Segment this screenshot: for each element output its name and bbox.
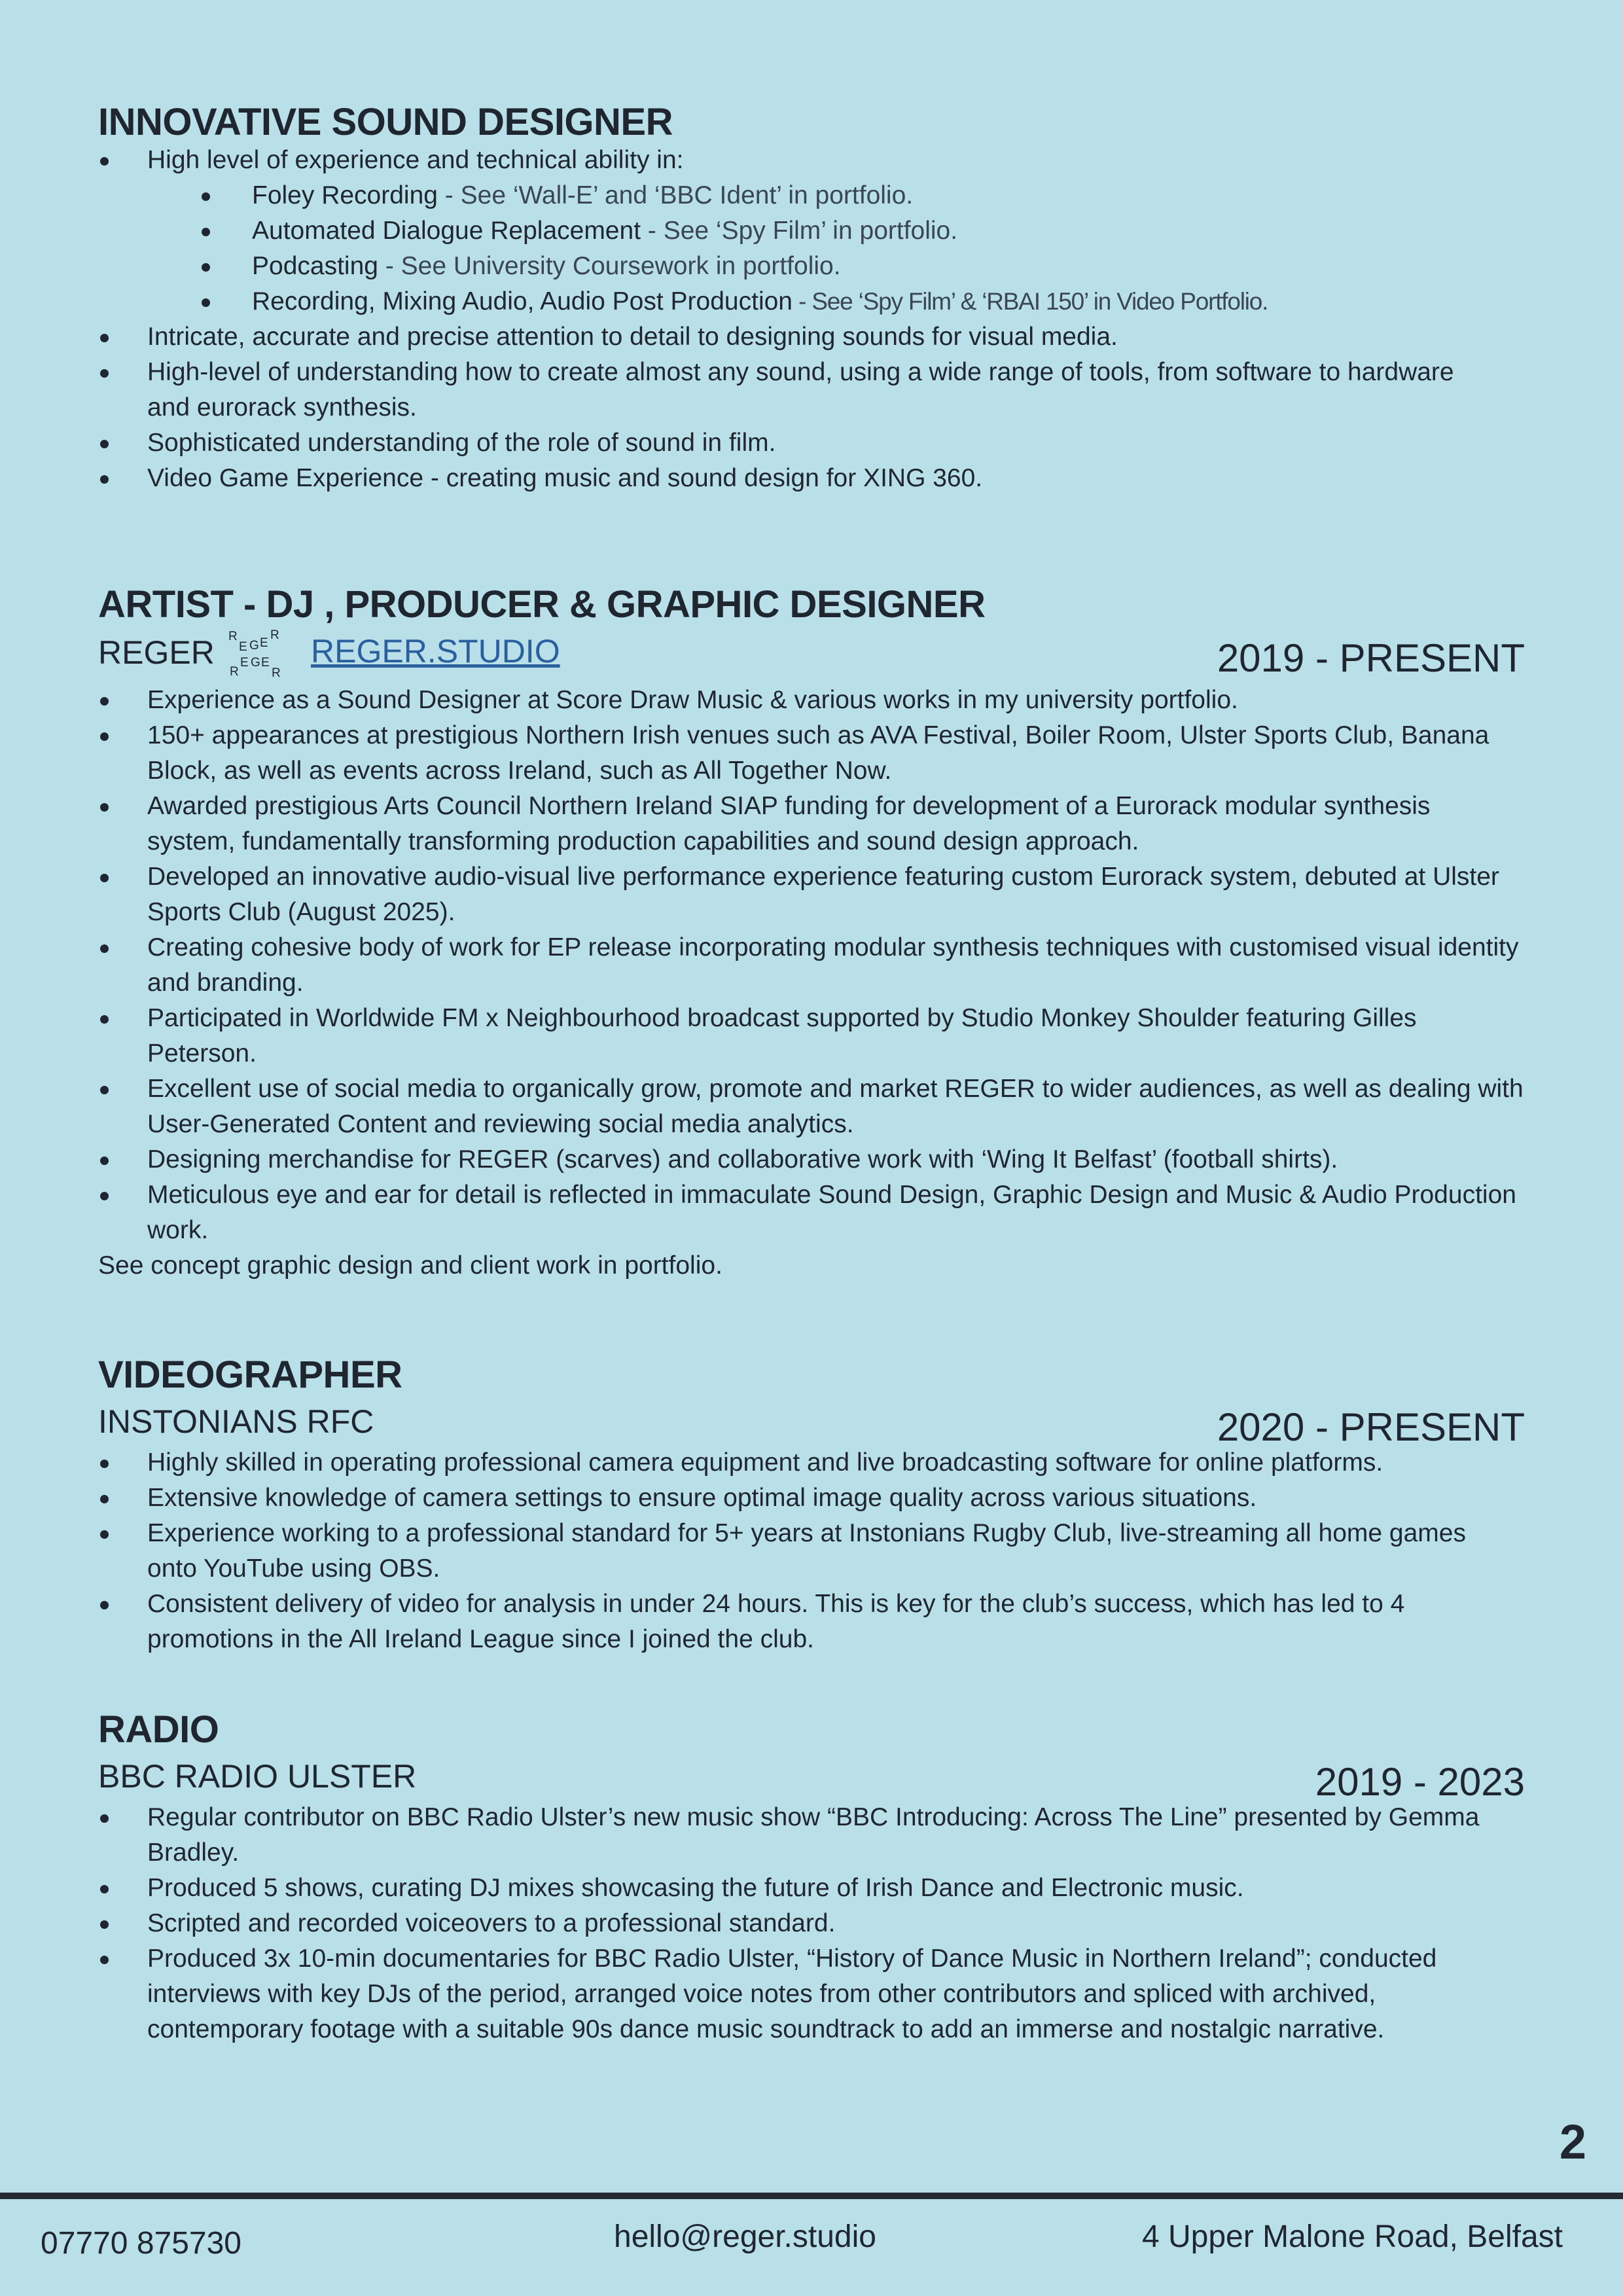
skill-item: Recording, Mixing Audio, Audio Post Production - See ‘Spy Film’ & ‘RBAI 150’ in Video Portfolio.: [98, 284, 1525, 319]
list-item: Excellent use of social media to organically grow, promote and market REGER to wider audiences, as well as dealing with User-Generated Content and reviewing social media analytics.: [98, 1071, 1525, 1142]
list-item: High-level of understanding how to create almost any sound, using a wide range of tools, from software to hardware and eurorack synthesis.: [98, 355, 1459, 425]
phone-number[interactable]: 07770 875730: [41, 2226, 241, 2261]
sound-bullet-list: [98, 143, 1525, 178]
organisation-name: INSTONIANS RFC: [98, 1403, 374, 1440]
skill-item: Automated Dialogue Replacement - See ‘Spy Film’ in portfolio.: [98, 213, 1525, 249]
date-range: 2019 - PRESENT: [1217, 636, 1525, 680]
page-number: 2: [1559, 2115, 1586, 2169]
role-line: [98, 1753, 1525, 1804]
sound-bullet-list: [98, 319, 1459, 496]
list-item: Experience as a Sound Designer at Score Draw Music & various works in my university portfolio.: [98, 683, 1525, 718]
list-item: Meticulous eye and ear for detail is reflected in immaculate Sound Design, Graphic Design and Music & Audio Production work.: [98, 1177, 1525, 1248]
list-item: Participated in Worldwide FM x Neighbourhood broadcast supported by Studio Monkey Shoulder featuring Gilles Peterson.: [98, 1001, 1525, 1071]
role-line: [98, 628, 1525, 680]
list-item: Intricate, accurate and precise attention to detail to designing sounds for visual media.: [98, 319, 1459, 355]
skill-item: Foley Recording - See ‘Wall-E’ and ‘BBC Ident’ in portfolio.: [98, 178, 1525, 213]
list-item: Experience working to a professional standard for 5+ years at Instonians Rugby Club, live-streaming all home games onto YouTube using OBS.: [98, 1516, 1492, 1587]
date-range: 2020 - PRESENT: [1217, 1405, 1525, 1449]
date-range: 2019 - 2023: [1315, 1760, 1525, 1804]
list-item: Extensive knowledge of camera settings to ensure optimal image quality across various situations.: [98, 1480, 1492, 1516]
list-item: Highly skilled in operating professional camera equipment and live broadcasting software for online platforms.: [98, 1445, 1492, 1480]
contact-footer: [0, 2219, 1623, 2271]
organisation-name: BBC RADIO ULSTER: [98, 1758, 417, 1795]
section-radio: [98, 1707, 1525, 2047]
list-item: Designing merchandise for REGER (scarves) and collaborative work with ‘Wing It Belfast’ (football shirts).: [98, 1142, 1525, 1177]
section-artist: [98, 582, 1525, 1283]
list-item: Video Game Experience - creating music and sound design for XING 360.: [98, 461, 1459, 496]
list-item: 150+ appearances at prestigious Northern Irish venues such as AVA Festival, Boiler Room, Ulster Sports Club, Banana Block, as well as events across Ireland, such as All Together Now.: [98, 718, 1525, 789]
section-heading: RADIO: [98, 1708, 219, 1751]
list-item: Sophisticated understanding of the role of sound in film.: [98, 425, 1459, 461]
organisation-name: REGER: [98, 634, 215, 671]
list-item: Developed an innovative audio-visual live performance experience featuring custom Eurorack system, debuted at Ulster Sports Club (August 2025).: [98, 859, 1525, 930]
studio-website-link[interactable]: REGER.STUDIO: [311, 633, 560, 670]
list-item: Produced 3x 10-min documentaries for BBC Radio Ulster, “History of Dance Music in Northern Ireland”; conducted interviews with key DJs of the period, arranged voice notes from other contributors and spliced with archived, contemporary footage with a suitable 90s dance music soundtrack to add an immerse and nostalgic narrative.: [98, 1941, 1492, 2047]
email-address[interactable]: hello@reger.studio: [614, 2219, 876, 2254]
list-item: Awarded prestigious Arts Council Northern Ireland SIAP funding for development of a Eurorack modular synthesis system, fundamentally transforming production capabilities and sound design approach.: [98, 789, 1525, 859]
skill-item: Podcasting - See University Coursework in portfolio.: [98, 249, 1525, 284]
list-item: Consistent delivery of video for analysis in under 24 hours. This is key for the club’s success, which has led to 4 promotions in the All Ireland League since I joined the club.: [98, 1587, 1492, 1657]
section-sound-designer: [98, 99, 1525, 496]
portfolio-note: See concept graphic design and client work in portfolio.: [98, 1251, 722, 1280]
list-item: Produced 5 shows, curating DJ mixes showcasing the future of Irish Dance and Electronic music.: [98, 1871, 1492, 1906]
section-heading: INNOVATIVE SOUND DESIGNER: [98, 101, 673, 143]
footer-divider: [0, 2193, 1623, 2199]
postal-address: 4 Upper Malone Road, Belfast: [1141, 2219, 1563, 2254]
list-item: Regular contributor on BBC Radio Ulster’s new music show “BBC Introducing: Across The Line” presented by Gemma Bradley.: [98, 1800, 1492, 1871]
reger-logo: R E G E R R E G E R: [228, 628, 281, 680]
list-item: High level of experience and technical ability in:: [98, 143, 1525, 178]
video-bullet-list: [98, 1445, 1492, 1657]
radio-bullet-list: [98, 1800, 1492, 2047]
section-heading: VIDEOGRAPHER: [98, 1354, 402, 1396]
role-line: [98, 1398, 1525, 1449]
list-item: Scripted and recorded voiceovers to a professional standard.: [98, 1906, 1492, 1941]
sound-skill-list: [98, 178, 1525, 319]
list-item: Creating cohesive body of work for EP release incorporating modular synthesis techniques with customised visual identity and branding.: [98, 930, 1525, 1001]
artist-bullet-list: [98, 683, 1525, 1248]
section-videographer: [98, 1352, 1525, 1657]
section-heading: ARTIST - DJ , PRODUCER & GRAPHIC DESIGNER: [98, 583, 986, 626]
